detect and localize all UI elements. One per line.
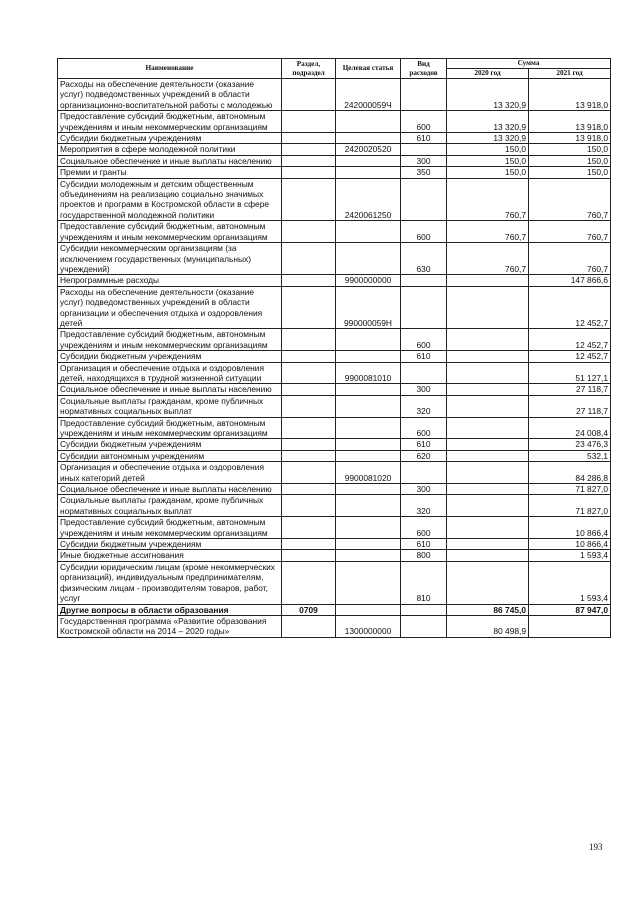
row-section xyxy=(282,417,336,439)
header-target: Целевая статья xyxy=(336,59,401,79)
row-name: Предоставление субсидий бюджетным, автономным учреждениям и иным некоммерческим организациям xyxy=(58,417,282,439)
table-row xyxy=(58,79,611,111)
row-name: Предоставление субсидий бюджетным, автономным учреждениям и иным некоммерческим организациям xyxy=(58,221,282,243)
row-section xyxy=(282,484,336,495)
row-section xyxy=(282,329,336,351)
row-2020 xyxy=(447,462,529,484)
row-kind: 600 xyxy=(401,111,447,133)
row-2021: 12 452,7 xyxy=(529,286,611,329)
row-2021: 87 947,0 xyxy=(529,604,611,615)
table-row xyxy=(58,351,611,362)
table-row xyxy=(58,550,611,561)
table-row xyxy=(58,144,611,155)
row-name: Предоставление субсидий бюджетным, автономным учреждениям и иным некоммерческим организациям xyxy=(58,329,282,351)
row-section xyxy=(282,144,336,155)
row-2020 xyxy=(447,539,529,550)
row-kind: 610 xyxy=(401,351,447,362)
row-kind xyxy=(401,144,447,155)
row-kind: 350 xyxy=(401,167,447,178)
row-target: 9900081010 xyxy=(336,362,401,384)
row-kind xyxy=(401,79,447,111)
row-name: Непрограммные расходы xyxy=(58,275,282,286)
row-2021: 760,7 xyxy=(529,243,611,275)
row-2020: 760,7 xyxy=(447,178,529,221)
row-2020: 760,7 xyxy=(447,243,529,275)
table-row xyxy=(58,221,611,243)
row-2020 xyxy=(447,439,529,450)
table-row xyxy=(58,384,611,395)
row-2021: 1 593,4 xyxy=(529,550,611,561)
row-2021: 147 866,6 xyxy=(529,275,611,286)
row-name: Субсидии бюджетным учреждениям xyxy=(58,133,282,144)
row-2020 xyxy=(447,561,529,604)
row-name: Организация и обеспечение отдыха и оздоровления детей, находящихся в трудной жизненной ситуации xyxy=(58,362,282,384)
row-2020 xyxy=(447,275,529,286)
row-2020: 760,7 xyxy=(447,221,529,243)
row-2020: 150,0 xyxy=(447,167,529,178)
row-target xyxy=(336,351,401,362)
row-target xyxy=(336,243,401,275)
row-2021: 13 918,0 xyxy=(529,133,611,144)
row-name: Государственная программа «Развитие образования Костромской области на 2014 – 2020 годы» xyxy=(58,615,282,637)
row-section xyxy=(282,495,336,517)
table-body xyxy=(58,79,611,638)
row-kind: 800 xyxy=(401,550,447,561)
row-target xyxy=(336,495,401,517)
row-kind: 320 xyxy=(401,395,447,417)
row-2021: 12 452,7 xyxy=(529,351,611,362)
row-2020 xyxy=(447,395,529,417)
row-kind xyxy=(401,604,447,615)
row-section xyxy=(282,615,336,637)
row-name: Субсидии некоммерческим организациям (за исключением государственных (муниципальных) учреждений) xyxy=(58,243,282,275)
row-name: Субсидии автономным учреждениям xyxy=(58,450,282,461)
row-target: 2420061250 xyxy=(336,178,401,221)
row-section xyxy=(282,243,336,275)
row-2021: 150,0 xyxy=(529,155,611,166)
row-name: Расходы на обеспечение деятельности (оказание услуг) подведомственных учреждений в области организации и обеспечения отдыха и оздоровления детей xyxy=(58,286,282,329)
table-row xyxy=(58,133,611,144)
row-target xyxy=(336,450,401,461)
row-name: Социальное обеспечение и иные выплаты населению xyxy=(58,155,282,166)
table-row xyxy=(58,439,611,450)
budget-table xyxy=(57,58,611,638)
row-section xyxy=(282,462,336,484)
row-section xyxy=(282,517,336,539)
row-2020 xyxy=(447,550,529,561)
row-2020: 86 745,0 xyxy=(447,604,529,615)
row-section xyxy=(282,384,336,395)
row-name: Мероприятия в сфере молодежной политики xyxy=(58,144,282,155)
row-section xyxy=(282,539,336,550)
row-name: Расходы на обеспечение деятельности (оказание услуг) подведомственных учреждений в области организационно-воспитательной работы с молодежью xyxy=(58,79,282,111)
row-name: Социальные выплаты гражданам, кроме публичных нормативных социальных выплат xyxy=(58,395,282,417)
row-kind xyxy=(401,462,447,484)
row-name: Предоставление субсидий бюджетным, автономным учреждениям и иным некоммерческим организациям xyxy=(58,111,282,133)
row-2021: 760,7 xyxy=(529,178,611,221)
row-target xyxy=(336,384,401,395)
row-target: 242000059Ч xyxy=(336,79,401,111)
row-section xyxy=(282,450,336,461)
row-2021: 150,0 xyxy=(529,167,611,178)
row-target: 2420020520 xyxy=(336,144,401,155)
row-kind xyxy=(401,286,447,329)
row-target xyxy=(336,604,401,615)
table-row xyxy=(58,517,611,539)
row-2021 xyxy=(529,615,611,637)
header-section: Раздел, подраздел xyxy=(282,59,336,79)
row-2020: 80 498,9 xyxy=(447,615,529,637)
row-section xyxy=(282,362,336,384)
row-name: Организация и обеспечение отдыха и оздоровления иных категорий детей xyxy=(58,462,282,484)
header-name: Наименование xyxy=(58,59,282,79)
row-target xyxy=(336,221,401,243)
row-section xyxy=(282,561,336,604)
row-2021: 24 008,4 xyxy=(529,417,611,439)
header-kind: Вид расходов xyxy=(401,59,447,79)
row-kind: 300 xyxy=(401,484,447,495)
row-2021: 532,1 xyxy=(529,450,611,461)
table-row xyxy=(58,395,611,417)
table-row xyxy=(58,604,611,615)
row-kind xyxy=(401,275,447,286)
row-2020 xyxy=(447,495,529,517)
row-2021: 12 452,7 xyxy=(529,329,611,351)
row-2020 xyxy=(447,484,529,495)
row-name: Субсидии бюджетным учреждениям xyxy=(58,439,282,450)
row-target xyxy=(336,539,401,550)
row-2021: 150,0 xyxy=(529,144,611,155)
row-kind: 320 xyxy=(401,495,447,517)
table-row xyxy=(58,111,611,133)
row-target xyxy=(336,111,401,133)
row-section xyxy=(282,439,336,450)
row-target xyxy=(336,517,401,539)
table-row xyxy=(58,155,611,166)
row-kind: 600 xyxy=(401,517,447,539)
row-target: 9900000000 xyxy=(336,275,401,286)
row-section xyxy=(282,155,336,166)
row-kind: 600 xyxy=(401,417,447,439)
row-section xyxy=(282,111,336,133)
table-row xyxy=(58,167,611,178)
row-target xyxy=(336,439,401,450)
row-kind: 610 xyxy=(401,539,447,550)
row-kind xyxy=(401,178,447,221)
row-section xyxy=(282,550,336,561)
table-row xyxy=(58,362,611,384)
row-name: Премии и гранты xyxy=(58,167,282,178)
row-section xyxy=(282,167,336,178)
table-row xyxy=(58,615,611,637)
row-kind xyxy=(401,615,447,637)
row-2020: 150,0 xyxy=(447,155,529,166)
row-target: 1300000000 xyxy=(336,615,401,637)
table-row xyxy=(58,178,611,221)
table-row xyxy=(58,450,611,461)
row-kind: 610 xyxy=(401,439,447,450)
row-section xyxy=(282,351,336,362)
table-row xyxy=(58,243,611,275)
row-kind: 810 xyxy=(401,561,447,604)
row-2021: 71 827,0 xyxy=(529,484,611,495)
row-target xyxy=(336,329,401,351)
row-kind: 630 xyxy=(401,243,447,275)
row-2020 xyxy=(447,384,529,395)
row-2021: 51 127,1 xyxy=(529,362,611,384)
table-row xyxy=(58,495,611,517)
row-target xyxy=(336,550,401,561)
row-2021: 27 118,7 xyxy=(529,384,611,395)
row-2020 xyxy=(447,351,529,362)
row-2020 xyxy=(447,517,529,539)
row-2020: 13 320,9 xyxy=(447,133,529,144)
row-2021: 10 866,4 xyxy=(529,517,611,539)
row-2020 xyxy=(447,286,529,329)
row-section xyxy=(282,79,336,111)
row-section xyxy=(282,395,336,417)
table-row xyxy=(58,275,611,286)
row-kind: 300 xyxy=(401,384,447,395)
row-target xyxy=(336,484,401,495)
header-sum: Сумма xyxy=(447,59,611,69)
row-2020 xyxy=(447,450,529,461)
row-2021: 23 476,3 xyxy=(529,439,611,450)
row-section xyxy=(282,178,336,221)
row-2020 xyxy=(447,329,529,351)
row-target xyxy=(336,155,401,166)
row-target: 990000059Н xyxy=(336,286,401,329)
row-name: Субсидии бюджетным учреждениям xyxy=(58,351,282,362)
row-2020 xyxy=(447,362,529,384)
row-section xyxy=(282,133,336,144)
row-kind: 300 xyxy=(401,155,447,166)
table-row xyxy=(58,329,611,351)
row-name: Субсидии юридическим лицам (кроме некоммерческих организаций), индивидуальным предпринимателям, физическим лицам - производителям товаров, работ, услуг xyxy=(58,561,282,604)
table-row xyxy=(58,484,611,495)
row-name: Субсидии молодежным и детским общественным объединениям на реализацию социально значимых проектов и программ в Костромской области в сфере государственной молодежной политики xyxy=(58,178,282,221)
row-2021: 84 286,8 xyxy=(529,462,611,484)
row-section xyxy=(282,221,336,243)
row-2021: 760,7 xyxy=(529,221,611,243)
row-target xyxy=(336,133,401,144)
row-2021: 13 918,0 xyxy=(529,79,611,111)
row-name: Социальные выплаты гражданам, кроме публичных нормативных социальных выплат xyxy=(58,495,282,517)
row-section: 0709 xyxy=(282,604,336,615)
row-2021: 13 918,0 xyxy=(529,111,611,133)
table-row xyxy=(58,417,611,439)
row-name: Другие вопросы в области образования xyxy=(58,604,282,615)
row-target xyxy=(336,395,401,417)
header-2021: 2021 год xyxy=(529,69,611,79)
page-number: 193 xyxy=(589,842,603,852)
row-section xyxy=(282,286,336,329)
row-kind: 600 xyxy=(401,221,447,243)
row-2021: 71 827,0 xyxy=(529,495,611,517)
row-section xyxy=(282,275,336,286)
row-2021: 27 118,7 xyxy=(529,395,611,417)
row-2020 xyxy=(447,417,529,439)
row-2021: 1 593,4 xyxy=(529,561,611,604)
row-kind xyxy=(401,362,447,384)
table-row xyxy=(58,539,611,550)
row-2020: 13 320,9 xyxy=(447,79,529,111)
table-row xyxy=(58,462,611,484)
row-name: Социальное обеспечение и иные выплаты населению xyxy=(58,384,282,395)
row-name: Субсидии бюджетным учреждениям xyxy=(58,539,282,550)
table-row xyxy=(58,286,611,329)
row-kind: 600 xyxy=(401,329,447,351)
row-2021: 10 866,4 xyxy=(529,539,611,550)
row-target xyxy=(336,417,401,439)
row-name: Предоставление субсидий бюджетным, автономным учреждениям и иным некоммерческим организациям xyxy=(58,517,282,539)
row-target xyxy=(336,167,401,178)
row-kind: 610 xyxy=(401,133,447,144)
header-2020: 2020 год xyxy=(447,69,529,79)
row-2020: 150,0 xyxy=(447,144,529,155)
row-2020: 13 320,9 xyxy=(447,111,529,133)
row-kind: 620 xyxy=(401,450,447,461)
row-name: Иные бюджетные ассигнования xyxy=(58,550,282,561)
table-row xyxy=(58,561,611,604)
row-name: Социальное обеспечение и иные выплаты населению xyxy=(58,484,282,495)
row-target xyxy=(336,561,401,604)
row-target: 9900081020 xyxy=(336,462,401,484)
